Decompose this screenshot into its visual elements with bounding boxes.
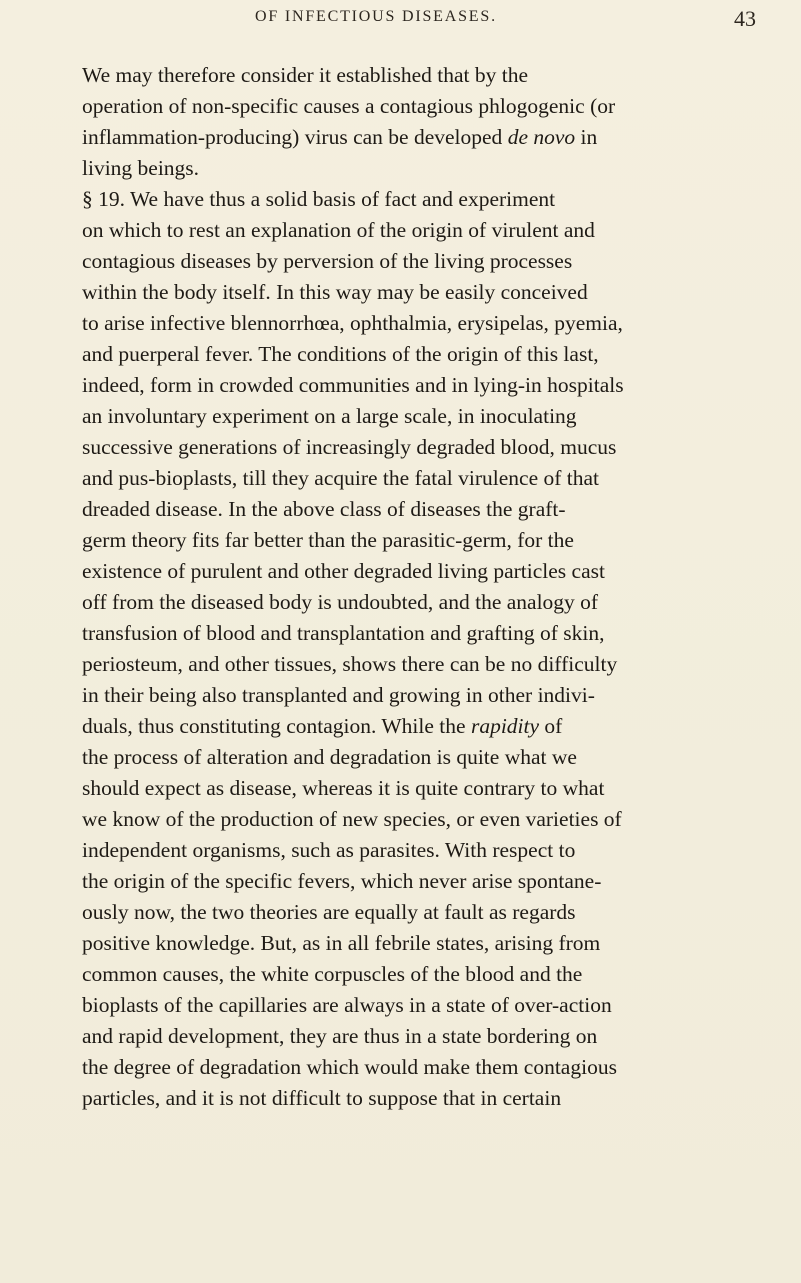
- italic-phrase: de novo: [507, 125, 576, 149]
- text-line: [52, 122, 768, 153]
- text-line: positive knowledge. But, as in all febrile states, arising from: [82, 931, 601, 955]
- text-line: the process of alteration and degradation is quite what we: [82, 745, 577, 769]
- text-line: on which to rest an explanation of the origin of virulent and: [82, 218, 595, 242]
- text-line: bioplasts of the capillaries are always in a state of over-action: [82, 993, 612, 1017]
- text-line: dreaded disease. In the above class of diseases the graft-: [82, 497, 566, 521]
- text-line: We may therefore consider it established that by the: [82, 63, 529, 87]
- text-segment: inflammation-producing) virus can be developed: [82, 125, 508, 149]
- text-line: the origin of the specific fevers, which never arise spontane-: [82, 869, 602, 893]
- text-line: ously now, the two theories are equally at fault as regards: [82, 900, 576, 924]
- text-line: § 19. We have thus a solid basis of fact and experiment: [82, 187, 556, 211]
- text-line: in their being also transplanted and growing in other indivi-: [82, 683, 595, 707]
- text-line: and puerperal fever. The conditions of the origin of this last,: [82, 342, 599, 366]
- text-line: and rapid development, they are thus in a state bordering on: [82, 1024, 598, 1048]
- text-line: an involuntary experiment on a large scale, in inoculating: [82, 404, 577, 428]
- text-line: the degree of degradation which would make them contagious: [82, 1055, 617, 1079]
- text-line: germ theory fits far better than the parasitic-germ, for the: [82, 528, 574, 552]
- text-line: contagious diseases by perversion of the living processes: [82, 249, 573, 273]
- text-line: living beings.: [82, 156, 200, 180]
- running-head: OF INFECTIOUS DISEASES.: [255, 8, 497, 25]
- text-line: independent organisms, such as parasites. With respect to: [82, 838, 576, 862]
- paragraph-1: [52, 60, 768, 184]
- text-segment: of: [539, 714, 563, 738]
- text-line: should expect as disease, whereas it is quite contrary to what: [82, 776, 605, 800]
- text-line: and pus-bioplasts, till they acquire the fatal virulence of that: [82, 466, 600, 490]
- text-line: transfusion of blood and transplantation and grafting of skin,: [82, 621, 605, 645]
- text-line: successive generations of increasingly degraded blood, mucus: [82, 435, 617, 459]
- italic-phrase: rapidity: [470, 714, 540, 738]
- body-text: [52, 60, 768, 1114]
- text-line: common causes, the white corpuscles of the blood and the: [82, 962, 583, 986]
- text-line: existence of purulent and other degraded living particles cast: [82, 559, 605, 583]
- text-line: off from the diseased body is undoubted, and the analogy of: [82, 590, 599, 614]
- text-line: indeed, form in crowded communities and in lying-in hospitals: [82, 373, 624, 397]
- text-line: we know of the production of new species, or even varieties of: [82, 807, 622, 831]
- text-line: operation of non-specific causes a contagious phlogogenic (or: [82, 94, 616, 118]
- text-segment: duals, thus constituting contagion. While the: [82, 714, 471, 738]
- paragraph-2: [52, 184, 768, 1114]
- text-line: particles, and it is not difficult to suppose that in certain: [82, 1086, 562, 1110]
- text-line: to arise infective blennorrhœa, ophthalmia, erysipelas, pyemia,: [82, 311, 623, 335]
- text-line: periosteum, and other tissues, shows there can be no difficulty: [82, 652, 618, 676]
- text-segment: in: [575, 125, 598, 149]
- text-line: within the body itself. In this way may be easily conceived: [82, 280, 588, 304]
- text-line: [52, 711, 768, 742]
- page-number: 43: [734, 6, 756, 31]
